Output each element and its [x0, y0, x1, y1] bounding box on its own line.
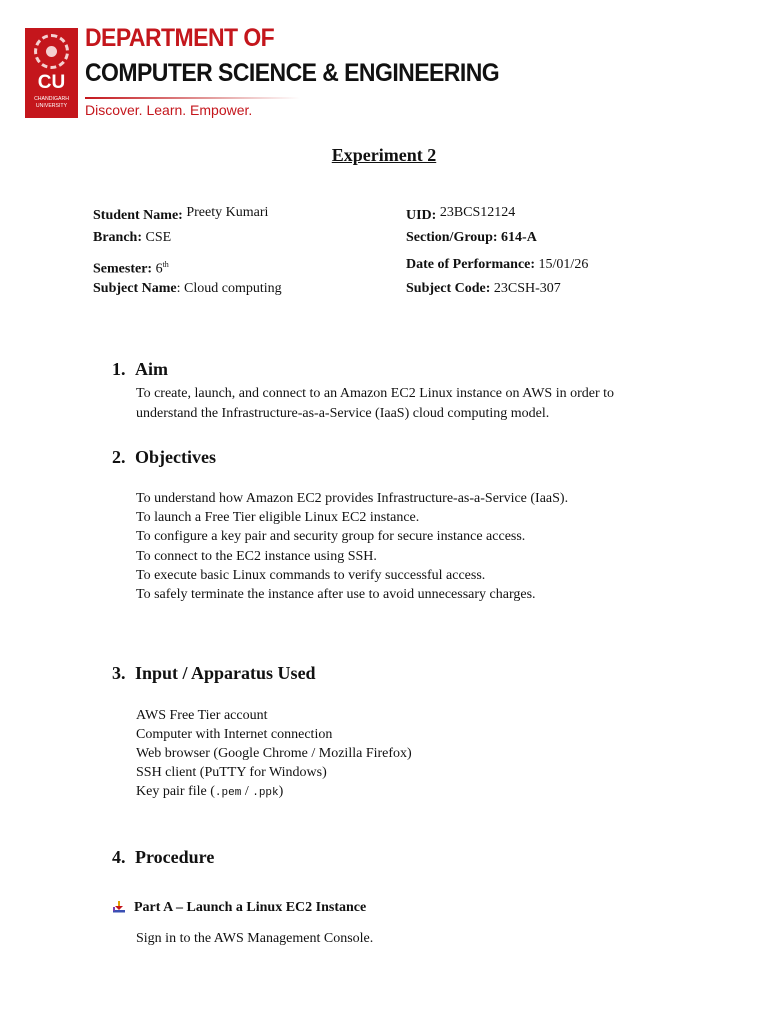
subject-name-value: : Cloud computing [176, 281, 282, 296]
uid-row [406, 204, 515, 222]
department-line-1: DEPARTMENT OF [85, 24, 275, 52]
list-item: AWS Free Tier account [136, 708, 268, 723]
aim-line: understand the Infrastructure-as-a-Service (IaaS) cloud computing model. [136, 405, 550, 421]
date-value: 15/01/26 [538, 257, 589, 272]
list-item: To safely terminate the instance after use to avoid unnecessary charges. [136, 587, 536, 603]
logo-subtext: CHANDIGARH UNIVERSITY [34, 96, 69, 109]
logo-text: CU [37, 72, 66, 93]
list-item: To configure a key pair and security group for secure instance access. [136, 529, 526, 545]
tagline: Discover. Learn. Empower. [85, 102, 253, 118]
student-name-row [93, 204, 268, 222]
department-line-2: COMPUTER SCIENCE & ENGINEERING [85, 59, 500, 87]
student-name-label: Student Name: [93, 208, 183, 223]
section-heading-aim: 1. Aim [112, 359, 168, 379]
semester-label: Semester: [93, 261, 153, 277]
gear-emblem-icon [34, 34, 69, 69]
university-logo [25, 28, 78, 118]
list-item: Computer with Internet connection [136, 727, 333, 742]
uid-value: 23BCS12124 [439, 205, 516, 220]
subject-name-row [93, 280, 282, 298]
list-item: To connect to the EC2 instance using SSH. [136, 548, 377, 564]
section-heading-procedure: 4. Procedure [112, 847, 215, 867]
section-row [406, 229, 537, 247]
branch-row [93, 229, 171, 247]
section-heading-apparatus: 3. Input / Apparatus Used [112, 663, 316, 683]
procedure-step: Sign in to the AWS Management Console. [136, 931, 374, 946]
list-item: To understand how Amazon EC2 provides Infrastructure-as-a-Service (IaaS). [136, 491, 569, 506]
date-row [406, 256, 588, 274]
uid-label: UID: [406, 208, 437, 223]
date-label: Date of Performance: [406, 257, 536, 272]
list-item: To execute basic Linux commands to verify successful access. [136, 567, 486, 583]
experiment-title: Experiment 2 [331, 145, 437, 165]
aim-line: To create, launch, and connect to an Amazon EC2 Linux instance on AWS in order to [136, 386, 615, 401]
list-item: Web browser (Google Chrome / Mozilla Firefox) [136, 746, 412, 761]
semester-suffix: th [162, 260, 169, 269]
semester-value: 6 [155, 261, 163, 277]
list-item: Key pair file (.pem / .ppk) [136, 784, 284, 799]
section-heading-objectives: 2. Objectives [112, 447, 216, 467]
branch-value: CSE [145, 230, 172, 245]
part-a-title: Part A – Launch a Linux EC2 Instance [134, 900, 367, 915]
branch-label: Branch: [93, 230, 142, 245]
section-label: Section/Group: 614-A [406, 230, 537, 245]
list-item: SSH client (PuTTY for Windows) [136, 765, 327, 780]
list-item: To launch a Free Tier eligible Linux EC2 instance. [136, 510, 420, 526]
colored-arrow-bullet-icon [112, 900, 126, 914]
subject-name-label: Subject Name [93, 281, 177, 296]
semester-row [93, 256, 169, 279]
subject-code-label: Subject Code: [406, 281, 491, 296]
student-name-value: Preety Kumari [186, 205, 269, 220]
subject-code-row [406, 280, 561, 298]
ppk-extension: .ppk [252, 787, 279, 799]
header-rule [85, 97, 300, 99]
pem-extension: .pem [214, 787, 242, 799]
aim-text [136, 384, 614, 423]
subject-code-value: 23CSH-307 [493, 281, 561, 296]
apparatus-list [136, 706, 412, 803]
objectives-list [136, 489, 568, 604]
